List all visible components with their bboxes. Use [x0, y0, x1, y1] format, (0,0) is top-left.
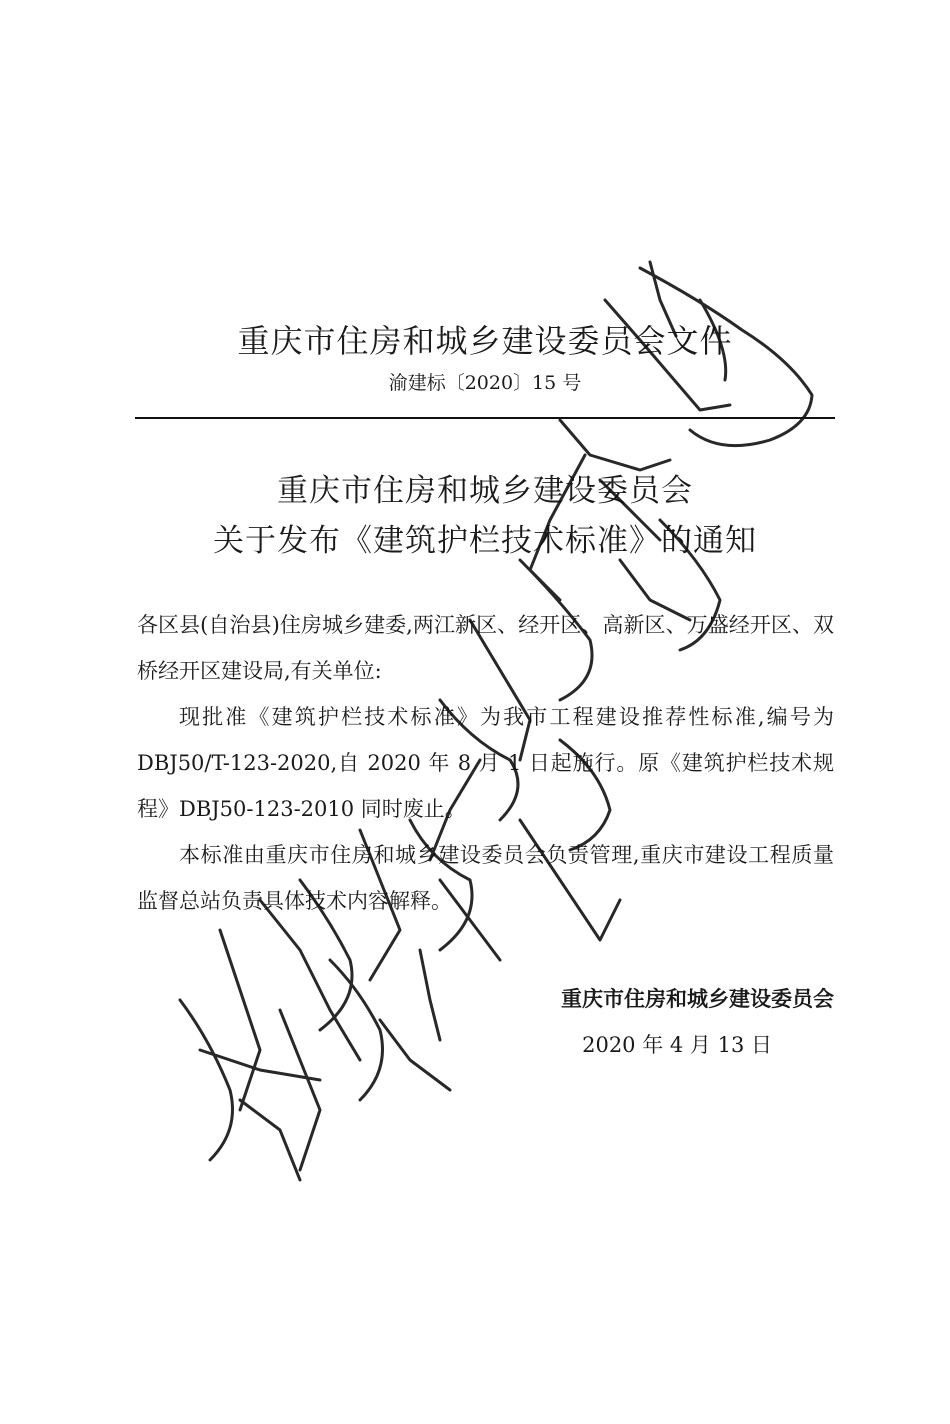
- signature-block: [561, 976, 834, 1068]
- signature-date: 2020 年 4 月 13 日: [582, 1033, 772, 1057]
- management-paragraph: 本标准由重庆市住房和城乡建设委员会负责管理,重庆市建设工程质量监督总站负责具体技术内容解释。: [137, 843, 834, 913]
- notice-title-line-2: 关于发布《建筑护栏技术标准》的通知: [213, 523, 757, 559]
- notice-title: [135, 466, 835, 566]
- notice-title-line-1: 重庆市住房和城乡建设委员会: [277, 473, 693, 509]
- addressee-paragraph: 各区县(自治县)住房城乡建委,两江新区、经开区、高新区、万盛经开区、双桥经开区建设局,有关单位:: [137, 613, 834, 683]
- header-title: 重庆市住房和城乡建设委员会文件: [237, 322, 733, 360]
- signature-organization: 重庆市住房和城乡建设委员会: [561, 986, 834, 1011]
- document-number: 渝建标〔2020〕15 号: [388, 372, 582, 394]
- approval-paragraph: 现批准《建筑护栏技术标准》为我市工程建设推荐性标准,编号为 DBJ50/T-123-2020,自 2020 年 8 月 1 日起施行。原《建筑护栏技术规程》DBJ50-123-2010 同时废止。: [137, 705, 834, 821]
- notice-body: [137, 602, 834, 924]
- header-divider: [135, 417, 835, 419]
